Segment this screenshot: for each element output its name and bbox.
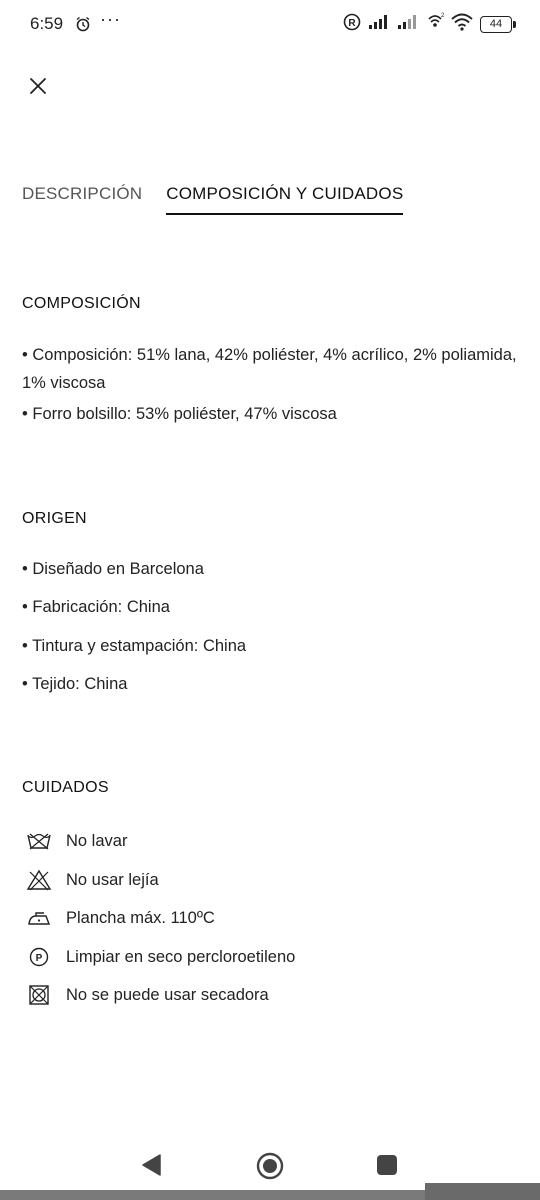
recent-apps-button[interactable] [376, 1154, 398, 1181]
dry-clean-p-icon [24, 945, 54, 969]
svg-text:2: 2 [441, 13, 445, 19]
alarm-icon [75, 16, 91, 37]
care-item-dry-clean [24, 945, 295, 969]
battery-icon: 44 [480, 16, 512, 33]
care-label: No se puede usar secadora [66, 985, 269, 1004]
tab-descripcion[interactable]: DESCRIPCIÓN [22, 184, 143, 203]
care-item-no-wash [24, 829, 127, 853]
status-bar [0, 0, 540, 50]
svg-text:P: P [35, 953, 43, 964]
care-label: Limpiar en seco percloroetileno [66, 947, 296, 966]
status-time: 6:59 [30, 14, 64, 33]
composition-item: • Forro bolsillo: 53% poliéster, 47% viscosa [22, 405, 337, 423]
care-label: Plancha máx. 110ºC [66, 908, 215, 927]
care-label: No lavar [66, 831, 128, 850]
origin-item: • Fabricación: China [22, 598, 170, 616]
iron-icon [24, 906, 54, 930]
recent-apps-icon [376, 1154, 398, 1176]
signal-secondary-icon [397, 14, 419, 35]
close-icon [29, 77, 47, 95]
registered-icon [343, 13, 361, 36]
care-item-iron [24, 906, 215, 930]
care-item-no-bleach [24, 868, 159, 892]
no-wash-icon [24, 829, 54, 853]
composition-item: • Composición: 51% lana, 42% poliéster, 4% acrílico, 2% poliamida, 1% viscosa [22, 346, 517, 392]
origin-heading: ORIGEN [22, 510, 87, 527]
home-button[interactable] [255, 1151, 285, 1186]
composition-heading: COMPOSICIÓN [22, 295, 141, 312]
care-heading: CUIDADOS [22, 779, 109, 796]
close-button[interactable] [22, 70, 54, 102]
status-icons [343, 13, 512, 36]
tab-bar [22, 184, 403, 215]
more-notifications-icon: ··· [100, 9, 121, 29]
signal-icon [368, 14, 390, 35]
bottom-strip-overlay [425, 1183, 540, 1200]
care-item-no-tumble-dry [24, 983, 269, 1007]
home-icon [255, 1151, 285, 1181]
no-tumble-dry-icon [24, 983, 54, 1007]
back-icon [140, 1153, 162, 1177]
svg-text:R: R [348, 18, 356, 29]
back-button[interactable] [140, 1153, 162, 1182]
origin-item: • Diseñado en Barcelona [22, 560, 204, 578]
care-label: No usar lejía [66, 870, 159, 889]
origin-item: • Tejido: China [22, 675, 128, 693]
origin-item: • Tintura y estampación: China [22, 637, 247, 655]
no-bleach-icon [24, 868, 54, 892]
wifi-icon [451, 13, 473, 36]
tab-composicion-cuidados[interactable]: COMPOSICIÓN Y CUIDADOS [166, 184, 403, 215]
hotspot-icon [426, 13, 444, 36]
